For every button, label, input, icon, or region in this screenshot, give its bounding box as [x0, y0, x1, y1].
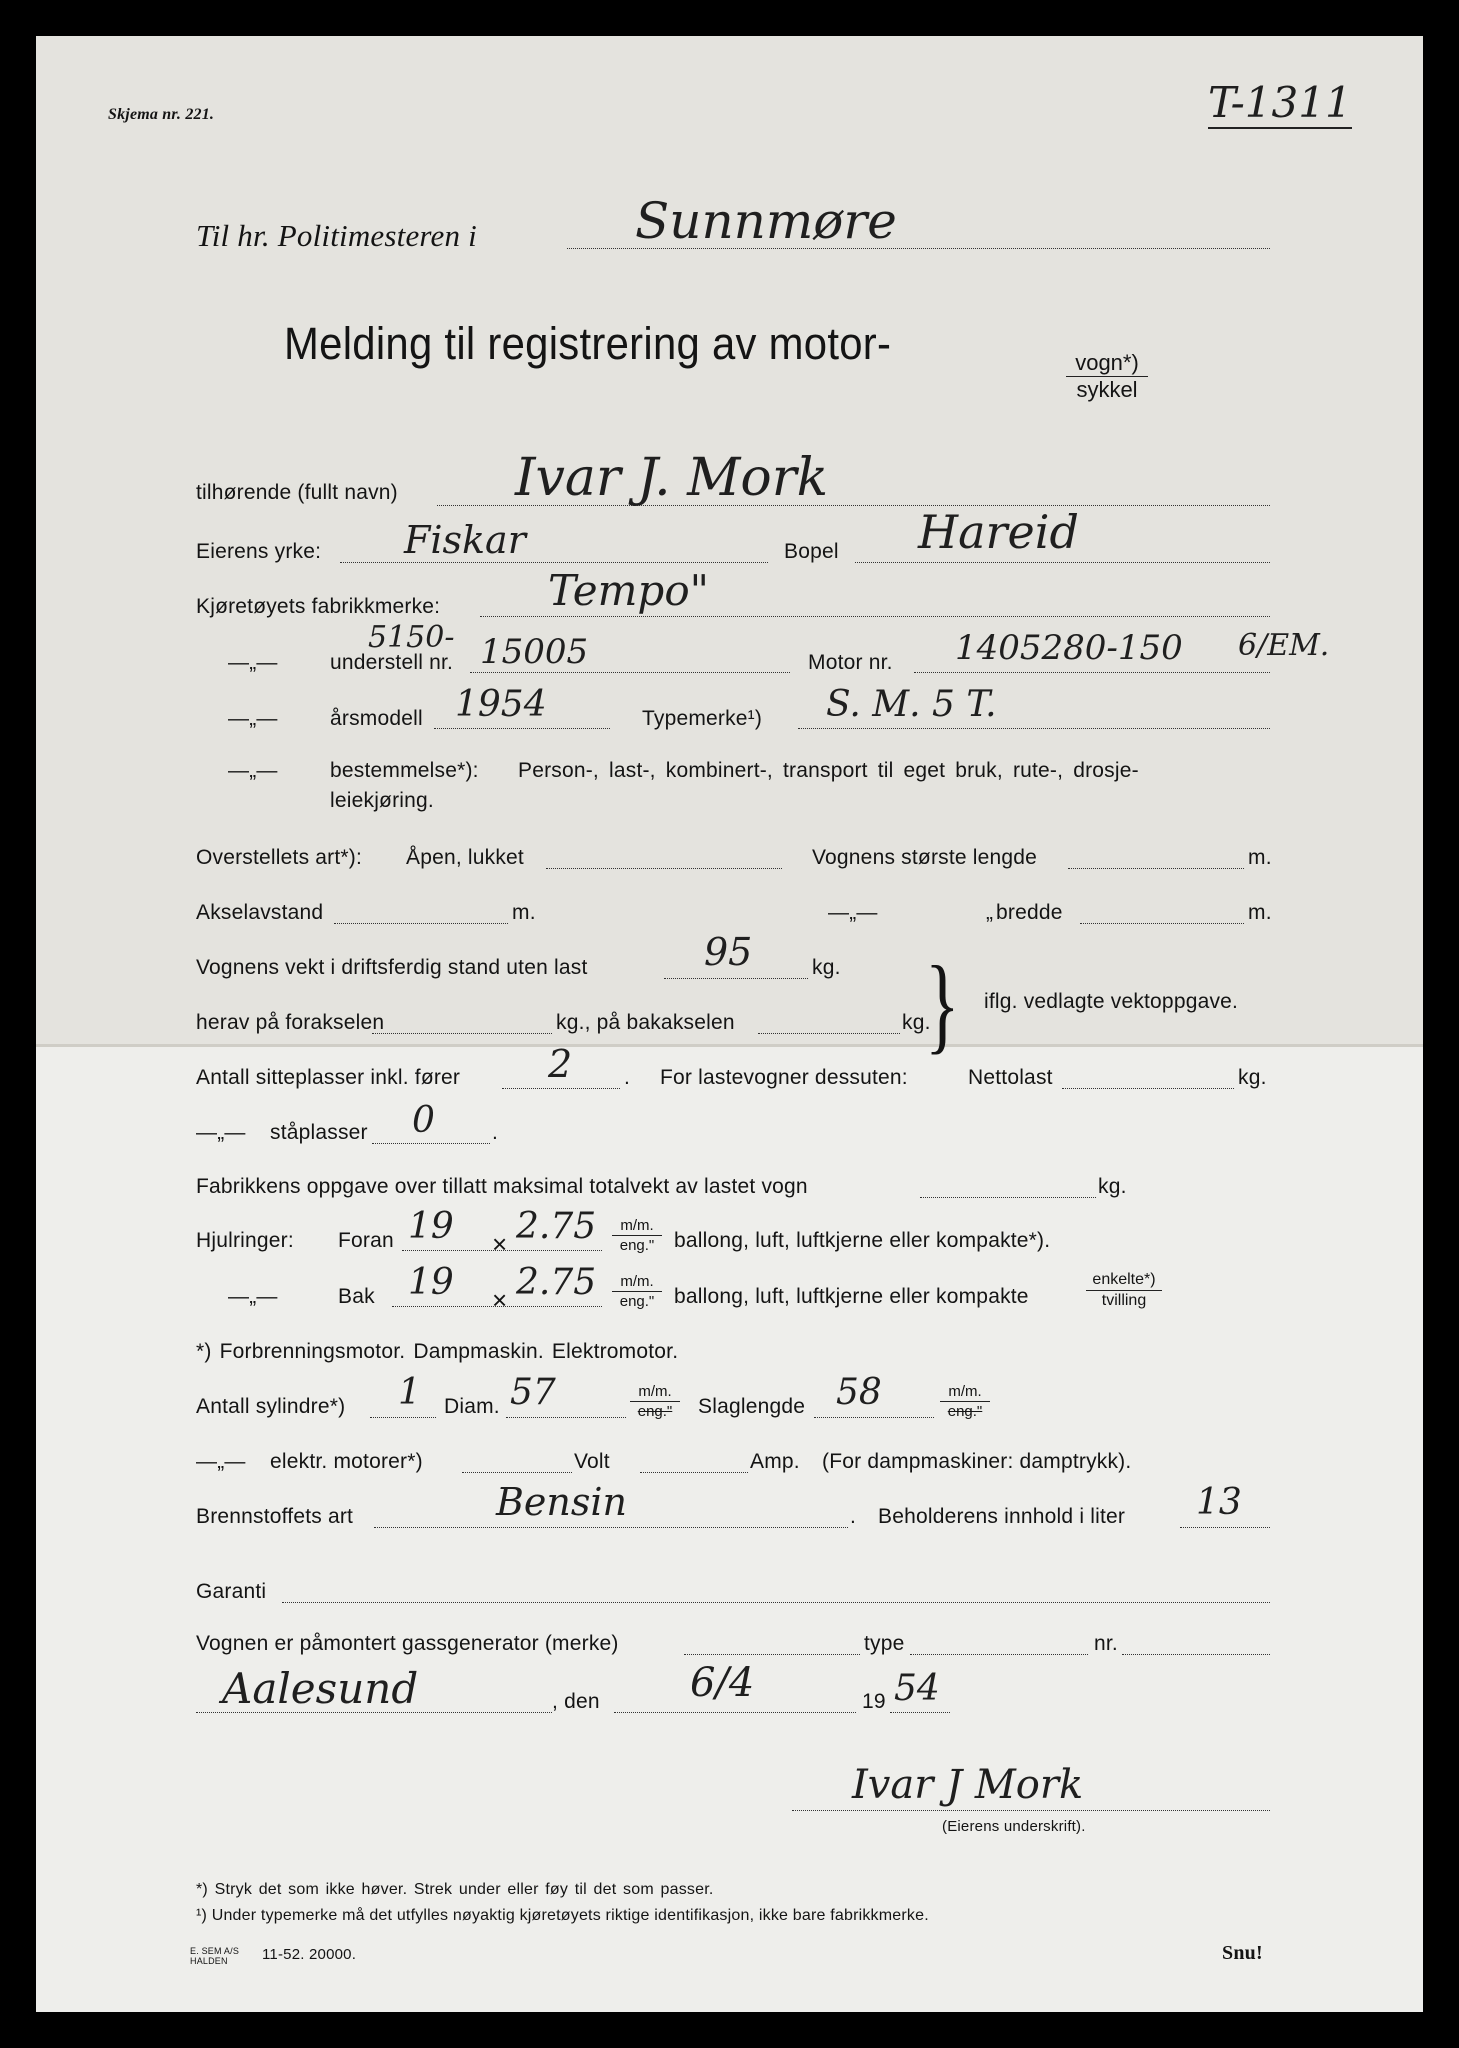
seats-period: . — [624, 1066, 631, 1089]
unit-mm: m/m. — [612, 1218, 662, 1236]
wheels-label: Hjulringer: — [196, 1229, 294, 1252]
rear-axle-unit: kg. — [902, 1011, 931, 1034]
unit-eng: eng." — [619, 1293, 655, 1310]
place-value: Aalesund — [222, 1664, 419, 1713]
purpose-label: bestemmelse*): — [330, 759, 479, 782]
unit-eng-struck: eng." — [637, 1403, 673, 1420]
standing-ditto: —„— — [196, 1121, 246, 1144]
district-value: Sunnmøre — [635, 192, 897, 250]
max-weight-line — [920, 1197, 1096, 1198]
type-line — [798, 728, 1270, 729]
owner-name-value: Ivar J. Mork — [515, 448, 829, 508]
residence-label: Bopel — [784, 540, 839, 563]
printer-mark: E. SEM A/S HALDEN — [190, 1946, 240, 1966]
single-label: enkelte*) — [1086, 1272, 1162, 1291]
footnote-1: *) Stryk det som ikke høver. Strek under eller føy til det som passer. — [196, 1881, 714, 1898]
engine-suffix: 6/EM. — [1238, 628, 1330, 663]
owner-signature: Ivar J Mork — [852, 1762, 1084, 1808]
year-label: årsmodell — [330, 707, 423, 730]
stroke-value: 58 — [836, 1372, 882, 1413]
max-weight-label: Fabrikkens oppgave over tillatt maksimal totalvekt av lastet vogn — [196, 1175, 808, 1198]
type-value: S. M. 5 T. — [826, 684, 997, 725]
gas-type-label: type — [864, 1632, 905, 1655]
make-label: Kjøretøyets fabrikkmerke: — [196, 595, 441, 618]
standing-line — [372, 1143, 490, 1144]
print-run: 11-52. 20000. — [262, 1946, 357, 1963]
addressee-label: Til hr. Politimesteren i — [196, 218, 477, 253]
rear-axle-label: kg., på bakakselen — [556, 1011, 735, 1034]
date-line — [614, 1712, 856, 1713]
title-vogn: vogn*) — [1066, 352, 1148, 377]
purpose-ditto: —„— — [228, 759, 278, 782]
wheels-front-times: × — [492, 1229, 508, 1259]
unit-mm: m/m. — [612, 1274, 662, 1292]
weight-unit: kg. — [812, 956, 841, 979]
seats-label: Antall sitteplasser inkl. fører — [196, 1066, 461, 1089]
form-title: Melding til registrering av motor- — [284, 318, 892, 369]
wheels-rear-times: × — [492, 1285, 508, 1315]
standing-value: 0 — [412, 1100, 435, 1141]
chassis-ditto: —„— — [228, 651, 278, 674]
body-options: Åpen, lukket — [406, 846, 524, 869]
width-ditto: —„— — [828, 901, 878, 924]
weight-note: iflg. vedlagte vektoppgave. — [984, 990, 1239, 1013]
unit-mm: m/m. — [940, 1384, 990, 1402]
engine-value: 1405280-150 — [955, 628, 1183, 668]
title-sykkel: sykkel — [1076, 377, 1138, 402]
purpose-options-line2: leiekjøring. — [330, 789, 434, 812]
engine-kinds: *) Forbrenningsmotor. Dampmaskin. Elektromotor. — [196, 1340, 679, 1363]
date-year-prefix: 19 — [862, 1690, 886, 1713]
gas-type-line — [910, 1654, 1088, 1655]
fuel-label: Brennstoffets art — [196, 1505, 354, 1528]
occupation-line — [340, 562, 768, 563]
unit-eng-struck: eng." — [947, 1403, 983, 1420]
wheels-rear-ditto: —„— — [228, 1285, 278, 1308]
signature-caption: (Eierens underskrift). — [942, 1818, 1086, 1835]
footnote-2: ¹) Under typemerke må det utfylles nøyaktig kjøretøyets riktige identifikasjon, ikke bare fabrikkmerke. — [196, 1907, 929, 1924]
body-label: Overstellets art*): — [196, 846, 363, 869]
chassis-value: 15005 — [480, 632, 589, 672]
wheels-front-a: 19 — [408, 1206, 454, 1247]
occupation-value: Fiskar — [404, 518, 526, 562]
tank-line — [1180, 1527, 1270, 1528]
year-line — [434, 728, 610, 729]
year-value: 1954 — [455, 684, 547, 725]
diam-line — [506, 1417, 626, 1418]
wheels-rear-types: ballong, luft, luftkjerne eller kompakte — [674, 1285, 1029, 1308]
rear-axle-line — [758, 1033, 900, 1034]
wheels-single-twin — [1086, 1272, 1162, 1309]
net-load-unit: kg. — [1238, 1066, 1267, 1089]
twin-label: tvilling — [1101, 1292, 1147, 1309]
diam-label: Diam. — [444, 1395, 500, 1418]
turn-over-note: Snu! — [1222, 1942, 1263, 1964]
date-den-label: , den — [552, 1690, 600, 1713]
standing-period: . — [492, 1121, 499, 1144]
date-value: 6/4 — [690, 1660, 755, 1706]
wheels-front-types: ballong, luft, luftkjerne eller kompakte*). — [674, 1229, 1051, 1252]
residence-value: Hareid — [918, 505, 1079, 559]
gas-no-label: nr. — [1094, 1632, 1118, 1655]
fuel-period: . — [850, 1505, 857, 1528]
net-load-label: Nettolast — [968, 1066, 1053, 1089]
engine-line — [914, 672, 1270, 673]
width-line — [1080, 923, 1244, 924]
make-line — [480, 616, 1270, 617]
diam-value: 57 — [510, 1372, 556, 1413]
title-fraction — [1066, 352, 1148, 401]
unit-eng: eng." — [619, 1237, 655, 1254]
stroke-line — [814, 1417, 934, 1418]
width-unit: m. — [1248, 901, 1272, 924]
weight-label: Vognens vekt i driftsferdig stand uten last — [196, 956, 588, 979]
stroke-unit — [940, 1384, 990, 1419]
electric-line — [462, 1472, 572, 1473]
cylinders-line — [370, 1417, 436, 1418]
front-axle-label: herav på forakselen — [196, 1011, 385, 1034]
weight-line — [664, 978, 808, 979]
archive-reference: T-1311 — [1208, 78, 1352, 127]
wheels-rear-unit — [612, 1274, 662, 1309]
gas-generator-label: Vognen er påmontert gassgenerator (merke) — [196, 1632, 619, 1655]
tank-value: 13 — [1196, 1482, 1242, 1523]
seats-value: 2 — [548, 1042, 573, 1086]
tank-label: Beholderens innhold i liter — [878, 1505, 1126, 1528]
residence-line — [855, 562, 1270, 563]
chassis-line — [470, 672, 790, 673]
fuel-line — [374, 1527, 848, 1528]
wheels-rear-a: 19 — [408, 1262, 454, 1303]
wheels-front-b: 2.75 — [516, 1206, 597, 1247]
wheelbase-unit: m. — [512, 901, 536, 924]
front-axle-line — [372, 1033, 552, 1034]
signature-line — [792, 1810, 1270, 1811]
wheelbase-line — [334, 923, 508, 924]
occupation-label: Eierens yrke: — [196, 540, 322, 563]
fuel-value: Bensin — [496, 1480, 628, 1524]
amp-label: Amp. — [750, 1450, 800, 1473]
cargo-label: For lastevogner dessuten: — [660, 1066, 908, 1089]
chassis-prefix: 5150- — [368, 620, 455, 655]
electric-label: elektr. motorer*) — [270, 1450, 423, 1473]
wheelbase-label: Akselavstand — [196, 901, 324, 924]
standing-label: ståplasser — [270, 1121, 368, 1144]
unit-mm: m/m. — [630, 1384, 680, 1402]
max-weight-unit: kg. — [1098, 1175, 1127, 1198]
gas-no-line — [1122, 1654, 1270, 1655]
wheels-rear-b: 2.75 — [516, 1262, 597, 1303]
date-year-line — [890, 1712, 950, 1713]
body-line — [546, 868, 782, 869]
width-ditto-mark: „ — [986, 901, 994, 924]
cylinders-value: 1 — [398, 1372, 421, 1413]
owner-name-label: tilhørende (fullt navn) — [196, 481, 398, 504]
length-unit: m. — [1248, 846, 1272, 869]
seats-line — [502, 1088, 620, 1089]
wheels-rear-label: Bak — [338, 1285, 375, 1308]
width-label: bredde — [996, 901, 1063, 924]
cylinders-label: Antall sylindre*) — [196, 1395, 346, 1418]
guarantee-label: Garanti — [196, 1580, 267, 1603]
gas-generator-line — [684, 1654, 860, 1655]
guarantee-line — [282, 1602, 1270, 1603]
wheels-front-unit — [612, 1218, 662, 1253]
volt-line — [640, 1472, 748, 1473]
purpose-options-line1: Person-, last-, kombinert-, transport til eget bruk, rute-, drosje- — [518, 759, 1139, 782]
length-label: Vognens største lengde — [812, 846, 1038, 869]
weight-value: 95 — [704, 930, 753, 974]
engine-label: Motor nr. — [808, 651, 893, 674]
electric-ditto: —„— — [196, 1450, 246, 1473]
volt-label: Volt — [574, 1450, 610, 1473]
year-ditto: —„— — [228, 707, 278, 730]
stroke-label: Slaglengde — [698, 1395, 806, 1418]
diam-unit — [630, 1384, 680, 1419]
date-year-value: 54 — [894, 1668, 940, 1709]
paper-fold — [36, 1044, 1423, 1047]
type-label: Typemerke¹) — [642, 707, 763, 730]
weight-brace: } — [925, 944, 960, 1064]
steam-note: (For dampmaskiner: damptrykk). — [822, 1450, 1132, 1473]
net-load-line — [1062, 1088, 1234, 1089]
length-line — [1068, 868, 1244, 869]
wheels-front-label: Foran — [338, 1229, 394, 1252]
schema-number: Skjema nr. 221. — [108, 106, 215, 123]
chassis-label: understell nr. — [330, 651, 454, 674]
make-value: Tempo" — [548, 566, 709, 615]
